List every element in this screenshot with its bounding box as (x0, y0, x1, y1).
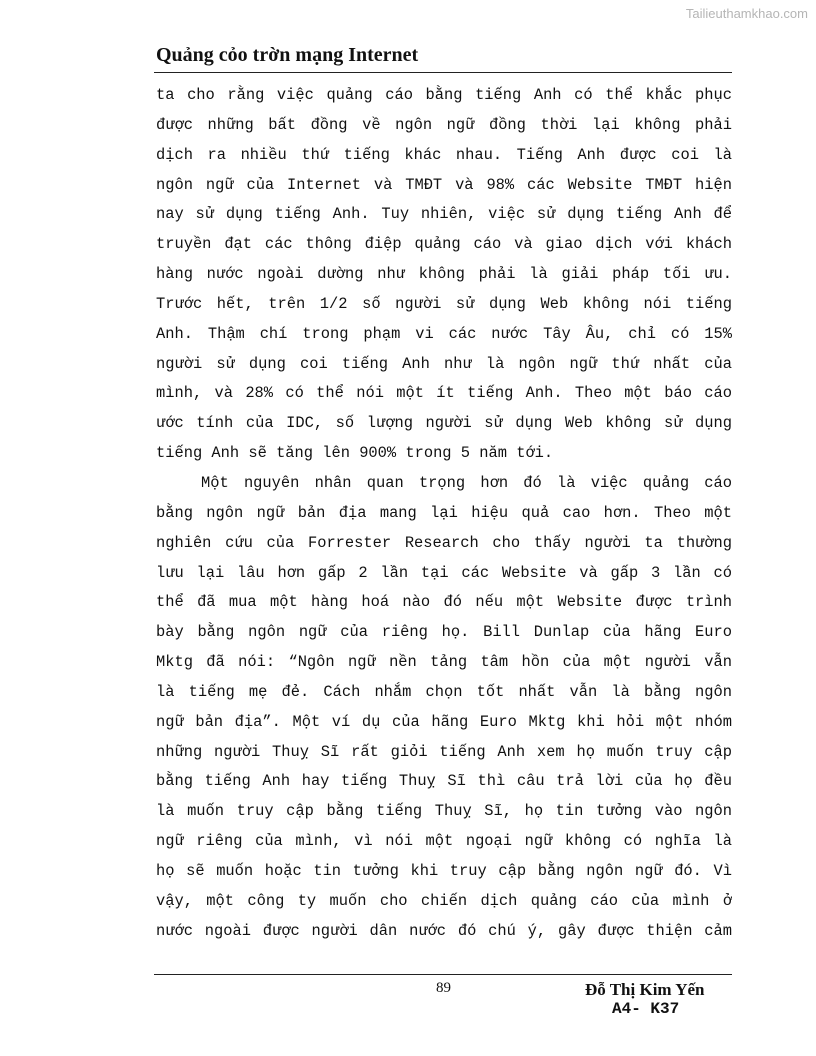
page-header-title: Quảng cỏo trờn mạng Internet (156, 44, 419, 66)
text-line: ngữ riêng của mình, vì nói một ngoại ngữ không có nghĩa là (156, 832, 732, 851)
text-line: mình, và 28% có thể nói một ít tiếng Anh. Theo một báo cáo (156, 384, 732, 403)
text-line: người sử dụng coi tiếng Anh như là ngôn ngữ thứ nhất của (156, 354, 732, 373)
text-line: ngôn ngữ của Internet và TMĐT và 98% các Website TMĐT hiện (156, 175, 732, 194)
text-line: nước ngoài được người dân nước đó chú ý, gây được thiện cảm (156, 921, 732, 940)
text-line: ta cho rằng việc quảng cáo bằng tiếng Anh có thể khắc phục (156, 86, 732, 104)
footer-divider (154, 974, 732, 975)
text-line: bằng tiếng Anh hay tiếng Thuỵ Sĩ thì câu trả lời của họ đều (156, 772, 732, 791)
text-line: bằng ngôn ngữ bản địa mang lại hiệu quả cao hơn. Theo một (156, 503, 732, 522)
text-line: bày bằng ngôn ngữ của riêng họ. Bill Dunlap của hãng Euro (156, 623, 732, 642)
text-line: được những bất đồng về ngôn ngữ đồng thời lại không phải (156, 115, 732, 134)
text-line: Trước hết, trên 1/2 số người sử dụng Web không nói tiếng (156, 294, 732, 313)
header-divider (154, 72, 732, 73)
text-line: lưu lại lâu hơn gấp 2 lần tại các Website và gấp 3 lần có (156, 563, 732, 582)
document-body (156, 81, 732, 946)
text-line: Mktg đã nói: “Ngôn ngữ nền tảng tâm hồn của một người vẫn (156, 653, 732, 672)
text-line: ước tính của IDC, số lượng người sử dụng Web không sử dụng (156, 414, 732, 433)
text-line: nay sử dụng tiếng Anh. Tuy nhiên, việc sử dụng tiếng Anh để (156, 205, 732, 224)
text-line: là tiếng mẹ đẻ. Cách nhắm chọn tốt nhất vẫn là bằng ngôn (156, 682, 732, 701)
text-line: hàng nước ngoài dường như không phải là giải pháp tối ưu. (156, 265, 732, 284)
text-line: Một nguyên nhân quan trọng hơn đó là việc quảng cáo (201, 473, 732, 492)
page-number: 89 (436, 980, 451, 996)
text-line: tiếng Anh sẽ tăng lên 900% trong 5 năm tới. (156, 444, 554, 463)
text-line: ngữ bản địa”. Một ví dụ của hãng Euro Mktg khi hỏi một nhóm (156, 712, 732, 731)
author-class: A4- K37 (612, 1000, 680, 1018)
paragraph-2 (156, 469, 732, 947)
text-line: những người Thuỵ Sĩ rất giỏi tiếng Anh xem họ muốn truy cập (156, 742, 732, 761)
text-line: thể đã mua một hàng hoá nào đó nếu một Website được trình (156, 593, 732, 612)
author-name: Đỗ Thị Kim Yến (585, 980, 705, 999)
text-line: dịch ra nhiều thứ tiếng khác nhau. Tiếng Anh được coi là (156, 145, 732, 164)
text-line: là muốn truy cập bằng tiếng Thuỵ Sĩ, họ tin tưởng vào ngôn (156, 802, 732, 821)
text-line: vậy, một công ty muốn cho chiến dịch quảng cáo của mình ở (156, 891, 732, 910)
watermark: Tailieuthamkhao.com (685, 6, 808, 21)
text-line: Anh. Thậm chí trong phạm vi các nước Tây Âu, chỉ có 15% (156, 324, 732, 343)
text-line: truyền đạt các thông điệp quảng cáo và giao dịch với khách (156, 235, 732, 254)
paragraph-1 (156, 81, 732, 469)
text-line: họ sẽ muốn hoặc tin tưởng khi truy cập bằng ngôn ngữ đó. Vì (156, 861, 732, 880)
text-line: nghiên cứu của Forrester Research cho thấy người ta thường (156, 533, 732, 552)
